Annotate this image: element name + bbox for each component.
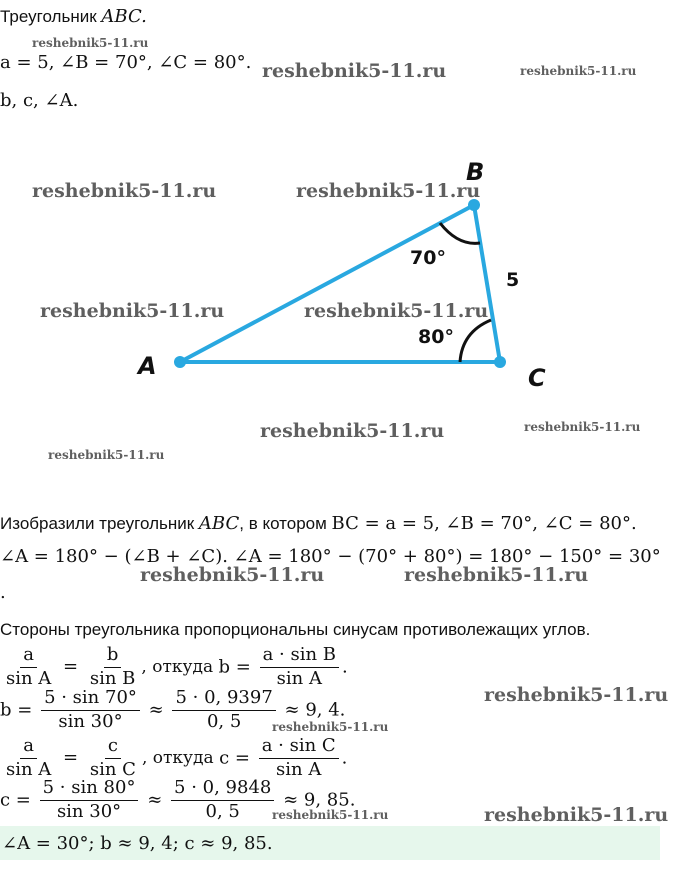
solution-line-3: Стороны треугольника пропорциональны синусам противолежащих углов.: [0, 620, 591, 639]
watermark: reshebnik5-11.ru: [140, 564, 325, 586]
fraction: $\frac{\text{a · sin B}}{\text{sin A}}$: [260, 645, 339, 689]
law-of-sines-c: $\frac{a}{\text{sin A}}$ = $\frac{c}{\text{sin C}}$ , откуда c = $\frac{\text{a · sin C}}{\text{sin A}}$ .: [0, 736, 347, 780]
watermark: reshebnik5-11.ru: [48, 448, 165, 462]
solution-line-2: ∠A = 180° − (∠B + ∠C). ∠A = 180° − (70° + 80°) = 180° − 150° = 30°: [0, 546, 661, 567]
solution-line-2-dot: .: [0, 582, 6, 603]
task-title-text: Треугольник: [0, 7, 102, 26]
watermark: reshebnik5-11.ru: [32, 180, 217, 202]
solution-line-1-abc: ABC: [198, 513, 240, 534]
calc-c: c = $\frac{5 \cdot \sin 80^\circ}{\sin 30^\circ}$ ≈ $\frac{5 \cdot 0, 9848}{0, 5}$ ≈ 9, 85.: [0, 777, 356, 822]
solution-line-1-text: Изобразили треугольник: [0, 514, 199, 533]
answer-text: ∠A = 30°; b ≈ 9, 4; c ≈ 9, 85.: [2, 833, 273, 854]
fraction: $\frac{5 \cdot 0, 9397}{0, 5}$: [172, 688, 275, 732]
watermark: reshebnik5-11.ru: [484, 684, 669, 706]
fraction: $\frac{a}{\text{sin A}}$: [6, 644, 52, 689]
watermark: reshebnik5-11.ru: [260, 420, 445, 442]
watermark: reshebnik5-11.ru: [40, 300, 225, 322]
vertex-a-dot: [174, 356, 186, 368]
side-bc: [474, 205, 500, 362]
watermark: reshebnik5-11.ru: [272, 720, 389, 734]
watermark: reshebnik5-11.ru: [524, 420, 641, 434]
watermark: reshebnik5-11.ru: [520, 64, 637, 78]
task-title-math: ABC.: [101, 6, 147, 27]
fraction: $\frac{a}{\text{sin A}}$: [6, 735, 52, 780]
watermark: reshebnik5-11.ru: [272, 808, 389, 822]
fraction: $\frac{\text{a · sin C}}{\text{sin A}}$: [259, 736, 339, 780]
vertex-b-label: B: [466, 158, 485, 186]
angle-b-arc: [440, 223, 480, 243]
watermark: reshebnik5-11.ru: [296, 180, 481, 202]
fraction: $\frac{b}{\text{sin B}}$: [89, 644, 136, 689]
fraction: $\frac{c}{\text{sin C}}$: [89, 735, 136, 780]
watermark: reshebnik5-11.ru: [304, 300, 489, 322]
angle-c-label: 80°: [418, 326, 454, 348]
task-find: b, c, ∠A.: [0, 90, 79, 111]
answer-box: [0, 826, 660, 860]
calc-b: b = $\frac{5 \cdot \sin 70^\circ}{\sin 30^\circ}$ ≈ $\frac{5 \cdot 0, 9397}{0, 5}$ ≈ 9, 4.: [0, 687, 346, 732]
law-of-sines-b: $\frac{a}{\text{sin A}}$ = $\frac{b}{\text{sin B}}$ , откуда b = $\frac{\text{a · sin B}}{\text{sin A}}$ .: [0, 645, 348, 689]
vertex-a-label: A: [138, 352, 157, 380]
side-bc-label: 5: [506, 269, 520, 291]
fraction: $\frac{5 \cdot 0, 9848}{0, 5}$: [171, 778, 274, 822]
solution-line-1-math: BC = a = 5, ∠B = 70°, ∠C = 80°.: [331, 513, 637, 534]
angle-b-label: 70°: [410, 247, 446, 269]
watermark: reshebnik5-11.ru: [262, 60, 447, 82]
solution-line-1: [0, 513, 637, 534]
watermark: reshebnik5-11.ru: [32, 36, 149, 50]
fraction: $\frac{5 \cdot \sin 80^\circ}{\sin 30^\circ}$: [40, 778, 139, 822]
watermark: reshebnik5-11.ru: [484, 804, 669, 826]
vertex-c-dot: [494, 356, 506, 368]
angle-c-arc: [460, 320, 491, 362]
task-title: [0, 6, 147, 27]
vertex-c-label: C: [528, 364, 546, 392]
fraction: $\frac{5 \cdot \sin 70^\circ}{\sin 30^\circ}$: [41, 688, 140, 732]
solution-line-1-text2: , в котором: [239, 514, 332, 533]
watermark: reshebnik5-11.ru: [404, 564, 589, 586]
task-given: a = 5, ∠B = 70°, ∠C = 80°.: [0, 52, 252, 73]
